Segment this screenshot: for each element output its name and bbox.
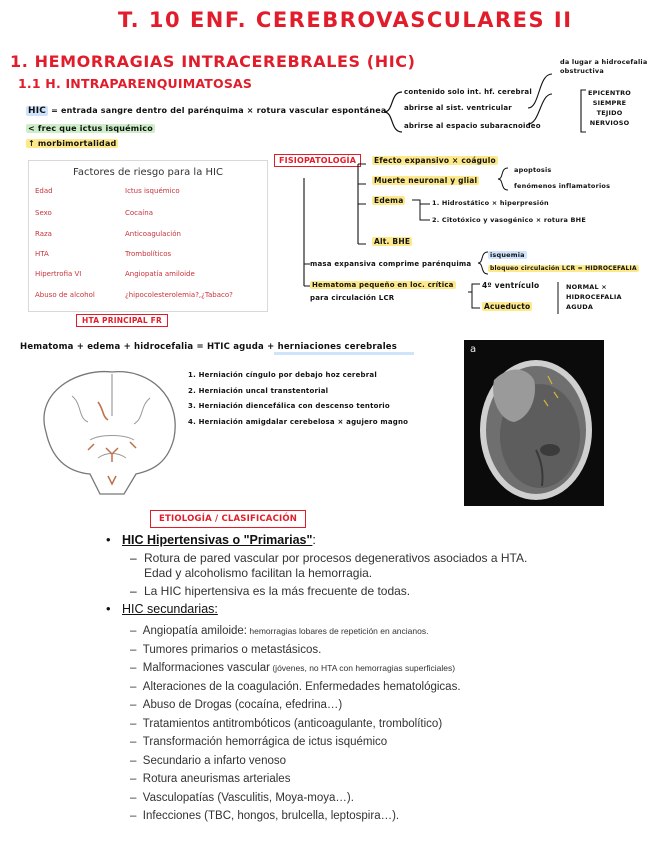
normal-note	[566, 282, 622, 312]
list-item: – Angiopatía amiloide: hemorragias lobares de repetición en ancianos.	[130, 625, 429, 637]
etio-label: ETIOLOGÍA / CLASIFICACIÓN	[150, 510, 306, 528]
htic-line	[20, 342, 397, 352]
page-title: T. 10 ENF. CEREBROVASCULARES II	[118, 8, 573, 32]
primary-title	[122, 533, 316, 547]
list-item: – Tumores primarios o metastásicos.	[130, 643, 322, 656]
list-item: – Vasculopatías (Vasculitis, Moya-moya…).	[130, 791, 354, 804]
section-heading: 1. HEMORRAGIAS INTRACEREBRALES (HIC)	[10, 52, 416, 71]
branch-3: abrirse al espacio subaracnoideo	[404, 122, 541, 130]
edema-2: 2. Citotóxico y vasogénico × rotura BHE	[432, 216, 586, 224]
morbi-text: ↑ morbimortalidad	[28, 139, 117, 148]
freq-text: < frec que ictus isquémico	[28, 124, 153, 133]
edema-1: 1. Hidrostático × hiperpresión	[432, 199, 549, 207]
herniation-list	[188, 368, 408, 430]
risk-table-title: Factores de riesgo para la HIC	[73, 167, 223, 178]
signs-bracket	[578, 88, 588, 134]
secondary-title: HIC secundarias:	[122, 602, 218, 616]
freq-note	[26, 124, 155, 133]
hidro-note: da lugar a hidrocefalia obstructiva	[560, 58, 648, 75]
sign-3: TEJIDO	[596, 109, 623, 117]
hidro-arrow	[524, 64, 564, 134]
htic-text: Hematoma + edema + hidrocefalia = HTIC aguda + herniaciones cerebrales	[20, 342, 398, 352]
sign-4: NERVIOSO	[589, 119, 630, 127]
muerte-brace	[496, 166, 512, 192]
hic-label: HIC	[28, 106, 47, 116]
list-item: – Infecciones (TBC, hongos, brulcella, leptospira…).	[130, 810, 400, 822]
acueducto: Acueducto	[484, 302, 531, 311]
list-item: – Abuso de Drogas (cocaína, efedrina…)	[130, 699, 343, 711]
list-item: – Secundario a infarto venoso	[130, 754, 287, 767]
efecto-text: Efecto expansivo × coágulo	[374, 156, 496, 165]
secondary-bullet: •	[106, 601, 111, 616]
htic-highlight	[274, 352, 414, 356]
primary-title-text: HIC Hipertensivas o "Primarias"	[122, 533, 313, 547]
fisio-tree	[296, 160, 376, 290]
normal-1: NORMAL ×	[566, 283, 607, 291]
list-item: – Rotura aneurismas arteriales	[130, 773, 291, 785]
normal-3: AGUDA	[566, 303, 594, 311]
apoptosis: apoptosis	[514, 166, 552, 174]
fisio-bhe	[372, 237, 412, 246]
bloqueo: bloqueo circulación LCR = HIDROCEFALIA	[490, 265, 637, 272]
edema-text: Edema	[374, 196, 404, 205]
hematoma-1: Hematoma pequeño en loc. crítica	[312, 281, 454, 289]
morbi-note	[26, 139, 118, 148]
brain-diagram	[28, 362, 188, 502]
primary-title-colon: :	[312, 533, 316, 547]
dash: –	[130, 584, 137, 598]
hic-definition	[26, 106, 386, 116]
primary-item-2: La HIC hipertensiva es la más frecuente de todas.	[144, 584, 411, 598]
masa-expansiva: masa expansiva comprime parénquima	[310, 260, 472, 268]
edema-bracket	[410, 196, 434, 226]
list-item: 2. Herniación uncal transtentorial	[188, 386, 329, 395]
hic-definition-text: = entrada sangre dentro del parénquima × rotura vascular espontánea	[51, 106, 387, 115]
dash: –	[130, 551, 137, 565]
list-item: – Alteraciones de la coagulación. Enfermedades hematológicas.	[130, 680, 461, 693]
risk-table: Factores de riesgo para la HIC Edad Ictus isquémico Sexo Cocaína Raza Anticoagulación HTA Trombolíticos Hipertrofia VI Angiopatía amiloide Abuso de alcohol ¿hipocolesterolemia?,¿Tabaco?	[28, 160, 268, 312]
ct-scan-image	[464, 340, 604, 506]
primary-item-1: Rotura de pared vascular por procesos degenerativos asociados a HTA. Edad y alcoholismo facilitan la hemorragia.	[144, 551, 528, 580]
ct-scan-label: a	[470, 344, 477, 355]
normal-bar	[554, 280, 562, 316]
list-item: 4. Herniación amigdalar cerebelosa × agujero magno	[188, 417, 409, 426]
list-item: – Transformación hemorrágica de ictus isquémico	[130, 736, 388, 748]
branch-1: contenido solo int. hf. cerebral	[404, 88, 532, 96]
primary-bullet: •	[106, 532, 111, 547]
sign-2: SIEMPRE	[592, 99, 627, 107]
hematoma-2: para circulación LCR	[310, 294, 395, 302]
list-item: – Malformaciones vascular (jóvenes, no HTA con hemorragias superficiales)	[130, 662, 456, 674]
inflamatorios: fenómenos inflamatorios	[514, 182, 611, 190]
fisio-efecto	[372, 156, 498, 165]
subsection-heading: 1.1 H. INTRAPARENQUIMATOSAS	[18, 76, 253, 91]
secondary-list	[130, 622, 461, 826]
normal-2: HIDROCEFALIA	[566, 293, 622, 301]
ventriculo: 4º ventrículo	[482, 281, 540, 290]
fisio-label: FISIOPATOLOGÍA	[274, 154, 361, 167]
fisio-muerte	[372, 176, 479, 185]
sign-1: EPICENTRO	[588, 89, 632, 97]
bhe-text: Alt. BHE	[374, 237, 411, 246]
signs-list	[588, 88, 631, 128]
fisio-edema	[372, 196, 405, 205]
list-item: – Tratamientos antitrombóticos (anticoagulante, trombolítico)	[130, 717, 443, 730]
muerte-text: Muerte neuronal y glial	[374, 176, 478, 185]
isquemia: isquemia	[490, 251, 525, 259]
hta-note: HTA PRINCIPAL FR	[76, 314, 168, 327]
ct-scan-drawing	[464, 340, 604, 506]
branch-2: abrirse al sist. ventricular	[404, 104, 512, 112]
list-item: 1. Herniación cíngulo por debajo hoz cerebral	[188, 371, 377, 379]
list-item: 3. Herniación diencefálica con descenso tentorio	[188, 402, 390, 410]
hematoma-bracket	[466, 280, 482, 314]
